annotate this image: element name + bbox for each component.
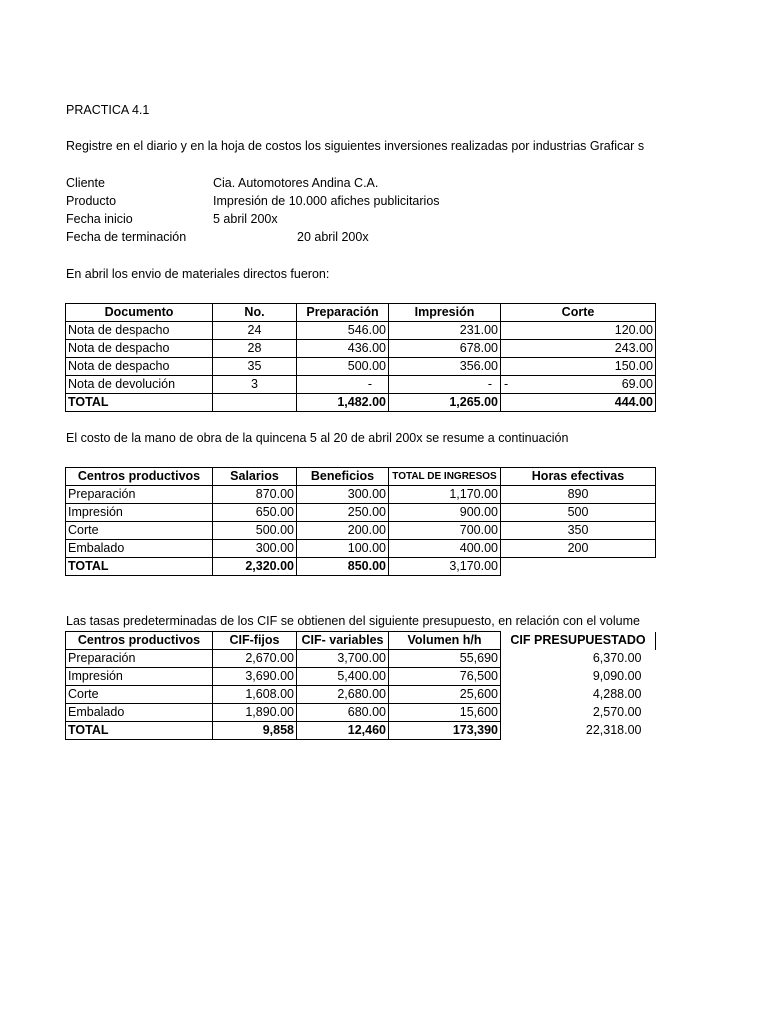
cell-cif-presupuestado: 2,570.00 [592,705,642,719]
cell-cif-fijos: 2,670.00 [213,650,297,668]
fecha-inicio-value: 5 abril 200x [213,212,278,226]
cell-centro: Preparación [66,486,213,504]
cell-no: 24 [213,322,297,340]
labor-table [65,467,656,576]
cell-cif-variables: 680.00 [297,704,389,722]
total-label: TOTAL [66,394,213,412]
materials-table [65,303,656,412]
labor-header-row [66,468,656,486]
cell-centro: Impresión [66,504,213,522]
header-volumen: Volumen h/h [389,632,501,650]
cell-documento: Nota de despacho [66,322,213,340]
cell-preparacion: - [297,376,389,394]
table-row [66,650,656,668]
total-cif-presupuestado: 22,318.00 [585,723,642,737]
cell-no: 28 [213,340,297,358]
cell-beneficios: 100.00 [297,540,389,558]
header-documento: Documento [66,304,213,322]
fecha-inicio-label: Fecha inicio [66,212,133,226]
cell-horas: 500 [501,504,656,522]
cell-salarios: 300.00 [213,540,297,558]
header-beneficios: Beneficios [297,468,389,486]
cell-volumen: 76,500 [389,668,501,686]
cell-cif-presupuestado: 4,288.00 [592,687,642,701]
header-cif-variables: CIF- variables [297,632,389,650]
header-no: No. [213,304,297,322]
total-label: TOTAL [66,722,213,740]
cell-horas: 200 [501,540,656,558]
cell-documento: Nota de despacho [66,340,213,358]
cell-salarios: 870.00 [213,486,297,504]
cell-cif-fijos: 3,690.00 [213,668,297,686]
cell-centro: Corte [66,686,213,704]
cell-beneficios: 250.00 [297,504,389,522]
cell-documento: Nota de despacho [66,358,213,376]
total-cif-variables: 12,460 [297,722,389,740]
cell-cif-presupuestado: 6,370.00 [592,651,642,665]
cell-cif-fijos: 1,890.00 [213,704,297,722]
cell-preparacion: 436.00 [297,340,389,358]
table-row [66,504,656,522]
producto-label: Producto [66,194,117,208]
cell-total-ingresos: 700.00 [389,522,501,540]
cell-corte [501,376,656,394]
header-preparacion: Preparación [297,304,389,322]
table-row [66,322,656,340]
cell-volumen: 55,690 [389,650,501,668]
table-row [66,522,656,540]
cell-corte: 243.00 [501,340,656,358]
cell-cif-presupuestado: 9,090.00 [592,669,642,683]
cell-total-ingresos: 400.00 [389,540,501,558]
cell-no: 3 [213,376,297,394]
cif-table [65,631,656,740]
cell-impresion: 678.00 [389,340,501,358]
cell-cif-variables: 2,680.00 [297,686,389,704]
header-salarios: Salarios [213,468,297,486]
table-row [66,358,656,376]
cell-salarios: 500.00 [213,522,297,540]
cliente-value: Cia. Automotores Andina C.A. [213,176,379,190]
cell-impresion: - [389,376,501,394]
cell-corte: 120.00 [501,322,656,340]
header-total-ingresos: TOTAL DE INGRESOS [389,468,501,486]
cell-centro: Embalado [66,540,213,558]
table-row [66,376,656,394]
total-label: TOTAL [66,558,213,576]
table-row [66,668,656,686]
table-row [66,540,656,558]
total-no [213,394,297,412]
header-corte: Corte [501,304,656,322]
cell-no: 35 [213,358,297,376]
cell-cif-variables: 3,700.00 [297,650,389,668]
table-row [66,704,656,722]
materials-header-row [66,304,656,322]
header-centros: Centros productivos [66,468,213,486]
total-horas-empty [501,558,656,576]
cell-cif-variables: 5,400.00 [297,668,389,686]
cell-centro: Embalado [66,704,213,722]
total-cif-fijos: 9,858 [213,722,297,740]
cliente-label: Cliente [66,176,105,190]
fecha-terminacion-value: 20 abril 200x [297,230,369,244]
table-row [66,486,656,504]
page-title: PRACTICA 4.1 [66,103,150,117]
header-centros: Centros productivos [66,632,213,650]
cell-volumen: 25,600 [389,686,501,704]
total-ingresos: 3,170.00 [389,558,501,576]
cell-horas: 350 [501,522,656,540]
cell-corte-value: 69.00 [621,377,653,391]
negative-dash: - [504,377,509,391]
table-row [66,340,656,358]
cell-impresion: 231.00 [389,322,501,340]
cell-centro: Preparación [66,650,213,668]
cell-preparacion: 500.00 [297,358,389,376]
cell-cif-fijos: 1,608.00 [213,686,297,704]
producto-value: Impresión de 10.000 afiches publicitarios [213,194,440,208]
cell-corte: 150.00 [501,358,656,376]
cif-intro: Las tasas predeterminadas de los CIF se obtienen del siguiente presupuesto, en relación con el volume [66,614,640,628]
total-beneficios: 850.00 [297,558,389,576]
materials-total-row [66,394,656,412]
cif-header-row [66,632,656,650]
table-row [66,686,656,704]
materials-intro: En abril los envio de materiales directos fueron: [66,267,330,281]
total-volumen: 173,390 [389,722,501,740]
cell-preparacion: 546.00 [297,322,389,340]
cell-centro: Corte [66,522,213,540]
labor-total-row [66,558,656,576]
cell-beneficios: 200.00 [297,522,389,540]
cell-horas: 890 [501,486,656,504]
cif-total-row [66,722,656,740]
header-impresion: Impresión [389,304,501,322]
total-corte: 444.00 [501,394,656,412]
header-horas: Horas efectivas [501,468,656,486]
total-preparacion: 1,482.00 [297,394,389,412]
cell-beneficios: 300.00 [297,486,389,504]
labor-intro: El costo de la mano de obra de la quincena 5 al 20 de abril 200x se resume a continuación [66,431,569,445]
fecha-terminacion-label: Fecha de terminación [66,230,187,244]
header-cif-fijos: CIF-fijos [213,632,297,650]
header-cif-presupuestado: CIF PRESUPUESTADO [501,632,656,650]
cell-impresion: 356.00 [389,358,501,376]
cell-documento: Nota de devolución [66,376,213,394]
instruction-text: Registre en el diario y en la hoja de costos los siguientes inversiones realizadas por industrias Graficar s [66,139,645,153]
total-salarios: 2,320.00 [213,558,297,576]
cell-volumen: 15,600 [389,704,501,722]
cell-total-ingresos: 1,170.00 [389,486,501,504]
cell-salarios: 650.00 [213,504,297,522]
cell-total-ingresos: 900.00 [389,504,501,522]
total-impresion: 1,265.00 [389,394,501,412]
cell-centro: Impresión [66,668,213,686]
